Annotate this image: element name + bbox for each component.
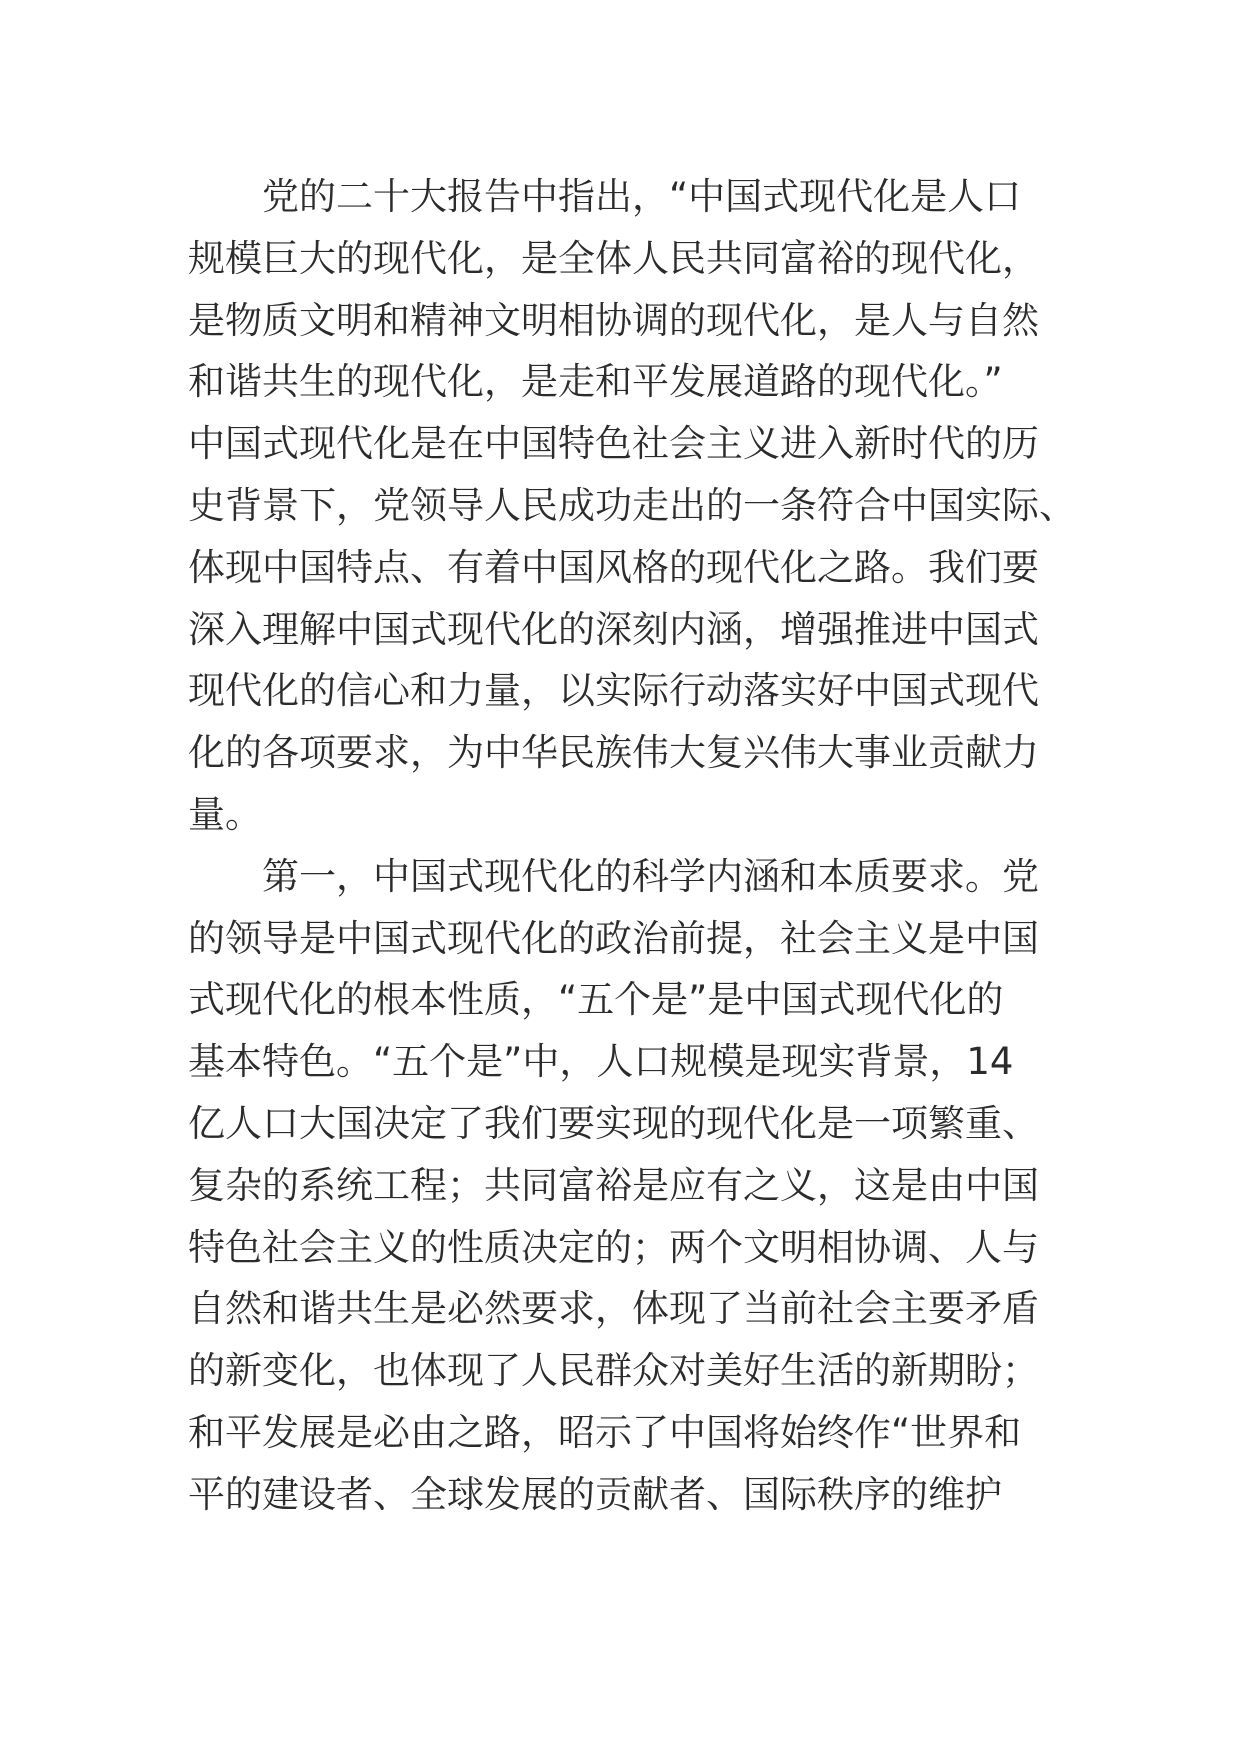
text-line: 的新变化，也体现了人民群众对美好生活的新期盼； xyxy=(188,1349,1039,1393)
body-text xyxy=(188,166,1076,1526)
text-line: 党的二十大报告中指出，“中国式现代化是人口 xyxy=(188,175,1022,218)
text-line: 特色社会主义的性质决定的；两个文明相协调、人与 xyxy=(188,1225,1039,1269)
text-line: 深入理解中国式现代化的深刻内涵，增强推进中国式 xyxy=(188,607,1039,651)
text-line: 平的建设者、全球发展的贡献者、国际秩序的维护 xyxy=(188,1472,1002,1516)
text-line: 自然和谐共生是必然要求，体现了当前社会主要矛盾 xyxy=(188,1287,1039,1331)
text-line: 史背景下，党领导人民成功走出的一条符合中国实际、 xyxy=(188,483,1076,527)
text-line: 化的各项要求，为中华民族伟大复兴伟大事业贡献力 xyxy=(188,731,1039,775)
text-line: 式现代化的根本性质，“五个是”是中国式现代化的 xyxy=(188,978,1004,1022)
text-line: 体现中国特点、有着中国风格的现代化之路。我们要 xyxy=(188,545,1039,589)
text-line: 中国式现代化是在中国特色社会主义进入新时代的历 xyxy=(188,422,1039,466)
text-line: 基本特色。“五个是”中，人口规模是现实背景，14 xyxy=(188,1040,1014,1084)
text-line: 和谐共生的现代化，是走和平发展道路的现代化。” xyxy=(188,360,1003,404)
text-line: 和平发展是必由之路，昭示了中国将始终作“世界和 xyxy=(188,1410,1022,1454)
text-line: 的领导是中国式现代化的政治前提，社会主义是中国 xyxy=(188,916,1039,960)
text-line: 是物质文明和精神文明相协调的现代化，是人与自然 xyxy=(188,298,1039,342)
text-line: 第一，中国式现代化的科学内涵和本质要求。党 xyxy=(188,854,1039,898)
text-line: 亿人口大国决定了我们要实现的现代化是一项繁重、 xyxy=(188,1101,1039,1145)
text-line: 现代化的信心和力量，以实际行动落实好中国式现代 xyxy=(188,669,1039,713)
text-line: 规模巨大的现代化，是全体人民共同富裕的现代化， xyxy=(188,236,1039,280)
text-line: 复杂的系统工程；共同富裕是应有之义，这是由中国 xyxy=(188,1163,1039,1207)
text-line: 量。 xyxy=(188,792,262,836)
